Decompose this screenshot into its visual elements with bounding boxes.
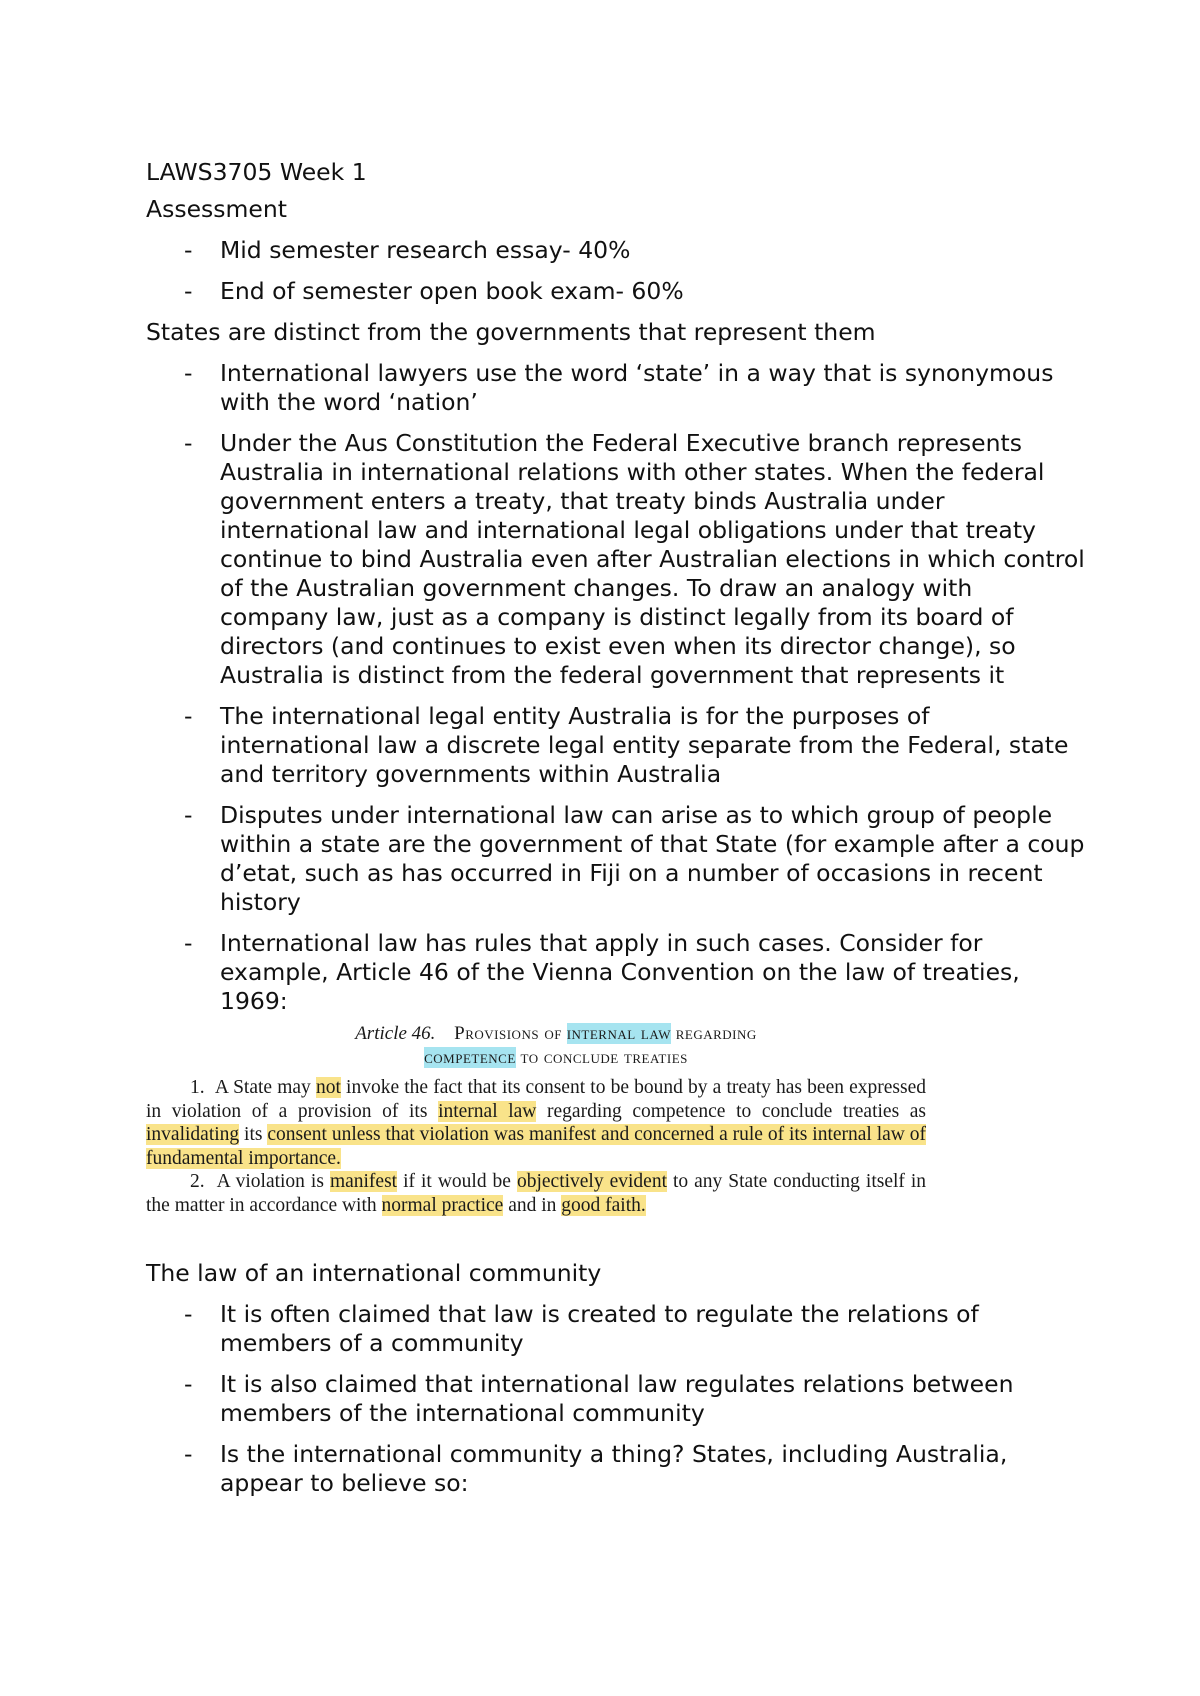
article-text: A State may <box>214 1077 311 1098</box>
article-heading-highlight: internal law <box>566 1023 671 1044</box>
list-item-text: Disputes under international law can arise as to which group of people within a state are the government of that State (for example after a coup d’etat, such as has occurred in Fiji on a number of occasions in recent history <box>220 801 1085 916</box>
article-highlight: not <box>315 1077 341 1098</box>
list-item-text: International lawyers use the word ‘state’ in a way that is synonymous with the word ‘nation’ <box>220 359 1054 416</box>
article-46-excerpt <box>146 1022 926 1217</box>
list-item <box>146 1440 1086 1498</box>
article-heading <box>186 1022 926 1070</box>
bullet-dash: - <box>184 1440 193 1468</box>
list-item-text: Is the international community a thing? States, including Australia, appear to believe so: <box>220 1440 1008 1497</box>
paragraph-number: 2. <box>190 1171 205 1192</box>
states-heading: States are distinct from the governments that represent them <box>146 318 876 346</box>
list-item-text: International law has rules that apply in such cases. Consider for example, Article 46 of the Vienna Convention on the law of treaties, 1969: <box>220 929 1020 1015</box>
paragraph-number: 1. <box>190 1077 205 1098</box>
bullet-dash: - <box>184 1300 193 1328</box>
article-text: invoke the fact that its consent to be bound by a treaty has been expressed in violation of a provision of its <box>146 1077 927 1122</box>
list-item-text: Mid semester research essay- 40% <box>220 236 631 264</box>
bullet-dash: - <box>184 1370 193 1398</box>
article-text: and in <box>508 1194 557 1216</box>
article-highlight: manifest <box>329 1171 398 1192</box>
article-body <box>146 1076 926 1217</box>
bullet-dash: - <box>184 929 193 957</box>
article-heading-part: to conclude treaties <box>520 1047 688 1068</box>
article-text: regarding competence to conclude treaties as <box>547 1100 927 1122</box>
article-text: A violation is <box>216 1171 324 1192</box>
article-number: Article 46. <box>355 1023 436 1044</box>
list-item-text: It is also claimed that international law regulates relations between members of the international community <box>220 1370 1014 1427</box>
list-item <box>146 277 1086 306</box>
article-heading-highlight: competence <box>424 1047 516 1068</box>
article-highlight: normal practice <box>381 1194 504 1216</box>
list-item <box>146 929 1086 1016</box>
bullet-dash: - <box>184 236 193 264</box>
article-paragraph-1 <box>146 1076 926 1170</box>
list-item <box>146 236 1086 265</box>
bullet-dash: - <box>184 702 193 730</box>
document-title: LAWS3705 Week 1 <box>146 158 367 186</box>
bullet-dash: - <box>184 801 193 829</box>
list-item <box>146 1370 1086 1428</box>
list-item <box>146 702 1086 789</box>
article-highlight: consent unless that violation was manifest and concerned a rule of its internal law of fundamental importance. <box>146 1124 927 1169</box>
article-paragraph-2 <box>146 1170 926 1217</box>
list-item <box>146 801 1086 917</box>
article-heading-part: Provisions of <box>454 1023 562 1044</box>
article-heading-part: regarding <box>675 1023 757 1044</box>
list-item-text: Under the Aus Constitution the Federal Executive branch represents Australia in international relations with other states. When the federal government enters a treaty, that treaty binds Australia under international law and international legal obligations under that treaty continue to bind Australia even after Australian elections in which control of the Australian government changes. To draw an analogy with company law, just as a company is distinct legally from its board of directors (and continues to exist even when its director change), so Australia is distinct from the federal government that represents it <box>220 429 1085 689</box>
article-highlight: internal law <box>438 1100 537 1122</box>
article-text: if it would be <box>403 1171 511 1192</box>
article-highlight: invalidating <box>146 1124 240 1145</box>
community-list <box>146 1300 1086 1498</box>
list-item-text: End of semester open book exam- 60% <box>220 277 684 305</box>
bullet-dash: - <box>184 359 193 387</box>
community-heading: The law of an international community <box>146 1259 602 1287</box>
article-text: to any State conducting itself in the matter in accordance with <box>146 1171 927 1216</box>
list-item <box>146 359 1086 417</box>
states-list <box>146 359 1086 1016</box>
document-page <box>146 158 1086 1510</box>
article-highlight: objectively evident <box>516 1171 667 1192</box>
assessment-list <box>146 236 1086 306</box>
article-highlight: good faith. <box>561 1194 646 1216</box>
bullet-dash: - <box>184 429 193 457</box>
list-item-text: The international legal entity Australia is for the purposes of international law a discrete legal entity separate from the Federal, state and territory governments within Australia <box>220 702 1069 788</box>
assessment-heading: Assessment <box>146 195 287 223</box>
list-item <box>146 1300 1086 1358</box>
list-item-text: It is often claimed that law is created to regulate the relations of members of a community <box>220 1300 979 1357</box>
article-text: its <box>244 1124 263 1145</box>
bullet-dash: - <box>184 277 193 305</box>
list-item <box>146 429 1086 690</box>
